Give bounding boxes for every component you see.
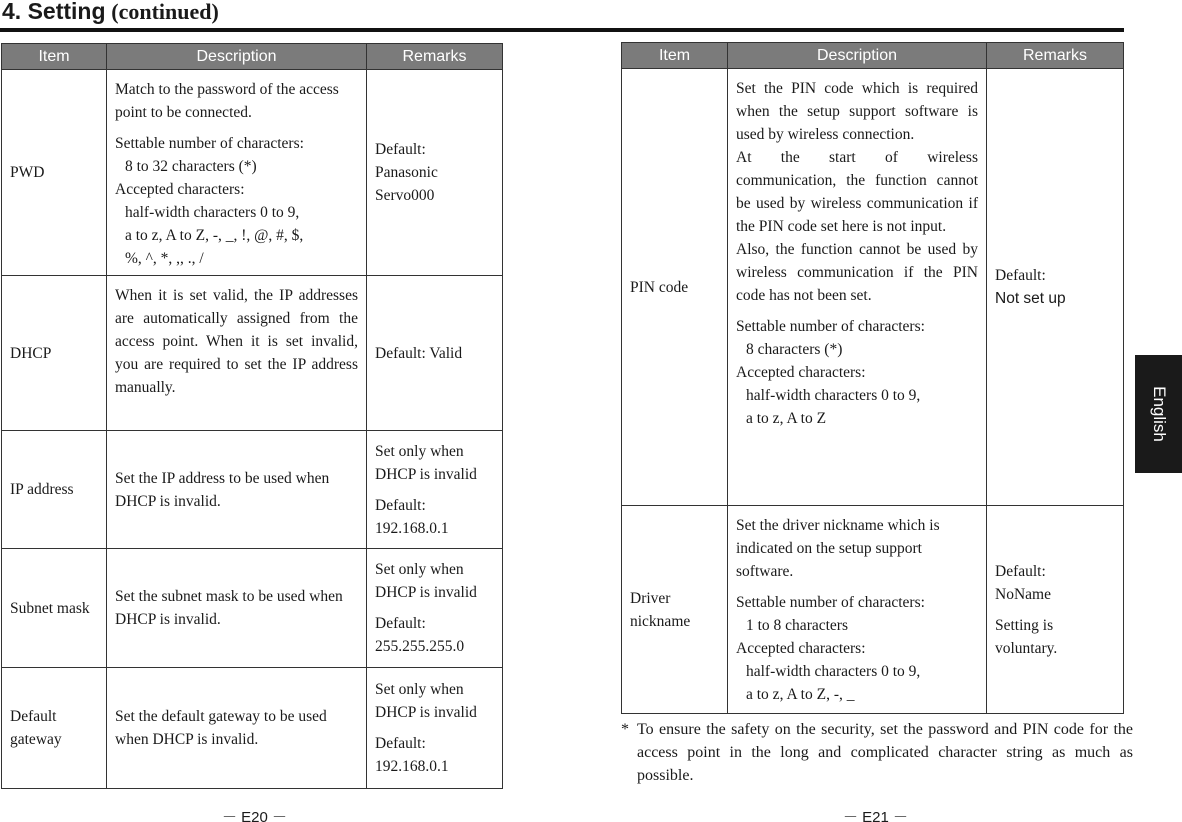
remarks-text: Setting is voluntary.	[995, 616, 1058, 657]
heading-rule	[0, 28, 1124, 32]
description-cell	[107, 431, 367, 549]
description-cell	[107, 549, 367, 668]
description-cell	[728, 69, 987, 506]
description-text: Accepted characters:	[736, 364, 866, 381]
description-text: half-width characters 0 to 9,	[125, 204, 300, 221]
remarks-text: Set only when DHCP is invalid	[375, 561, 477, 601]
remarks-text: Not set up	[995, 290, 1066, 307]
table-row-ip-address	[2, 431, 503, 549]
column-header-remarks: Remarks	[987, 43, 1124, 69]
item-cell: Driver nickname	[622, 506, 728, 714]
remarks-cell	[367, 668, 503, 789]
remarks-text: Default:	[375, 496, 426, 514]
description-text: Accepted characters:	[115, 181, 245, 198]
column-header-remarks: Remarks	[367, 44, 503, 70]
column-header-description: Description	[728, 43, 987, 69]
description-text: 8 characters (*)	[746, 341, 843, 358]
description-text: a to z, A to Z	[746, 410, 827, 427]
description-text: Settable number of characters:	[115, 135, 304, 152]
remarks-text: Default: Valid	[375, 344, 463, 362]
description-text: Set the subnet mask to be used when DHCP is invalid.	[115, 588, 343, 628]
description-text: When it is set valid, the IP addresses are automatically assigned from the access point. When it is set invalid, you are required to set the IP address manually.	[115, 287, 358, 396]
remarks-text: 192.168.0.1	[375, 519, 449, 537]
item-cell: Default gateway	[2, 668, 107, 789]
remarks-text: Set only when DHCP is invalid	[375, 681, 477, 721]
settings-table-right	[621, 42, 1124, 714]
remarks-text: Default:	[375, 615, 426, 632]
description-text: Settable number of characters:	[736, 318, 925, 335]
item-cell: Subnet mask	[2, 549, 107, 668]
table-row-driver-nickname	[622, 506, 1124, 714]
remarks-text: Default:	[375, 735, 426, 752]
remarks-text: Default:	[995, 562, 1046, 580]
remarks-cell	[367, 70, 503, 276]
remarks-text: Servo000	[375, 187, 435, 204]
item-cell: PIN code	[622, 69, 728, 506]
description-text: half-width characters 0 to 9,	[746, 387, 921, 404]
description-text: 8 to 32 characters (*)	[125, 158, 257, 175]
description-cell	[728, 506, 987, 714]
description-text: Set the default gateway to be used when DHCP is invalid.	[115, 708, 327, 748]
remarks-text: Default:	[375, 141, 426, 158]
description-text: Also, the function cannot be used by wireless communication if the PIN code has not been set.	[736, 241, 978, 304]
remarks-text: Default:	[995, 267, 1046, 284]
column-header-item: Item	[2, 44, 107, 70]
section-title: 4. Setting	[2, 0, 106, 24]
item-cell: DHCP	[2, 276, 107, 431]
table-row-subnet-mask	[2, 549, 503, 668]
language-tab-label: English	[1149, 386, 1169, 442]
description-text: Set the PIN code which is required when the setup support software is used by wireless connection.	[736, 80, 978, 143]
table-row-pin-code	[622, 69, 1124, 506]
remarks-text: 192.168.0.1	[375, 758, 449, 775]
description-text: At the start of wireless communication, the function cannot be used by wireless communication if the PIN code set here is not input.	[736, 149, 978, 235]
remarks-cell	[987, 69, 1124, 506]
item-cell: PWD	[2, 70, 107, 276]
remarks-cell	[367, 431, 503, 549]
description-text: Settable number of characters:	[736, 594, 925, 611]
description-text: a to z, A to Z, -, _, !, @, #, $,	[125, 227, 304, 244]
page-number-left: － E20 －	[222, 809, 288, 822]
description-text: Match to the password of the access point to be connected.	[115, 81, 339, 121]
column-header-item: Item	[622, 43, 728, 69]
remarks-cell	[367, 549, 503, 668]
description-cell	[107, 70, 367, 276]
table-row-default-gateway	[2, 668, 503, 789]
remarks-text: Set only when DHCP is invalid	[375, 442, 477, 483]
security-footnote	[621, 718, 1133, 787]
remarks-text: 255.255.255.0	[375, 638, 465, 655]
column-header-description: Description	[107, 44, 367, 70]
description-text: 1 to 8 characters	[746, 617, 848, 634]
description-text: Set the driver nickname which is indicated on the setup support software.	[736, 517, 940, 580]
description-text: Set the IP address to be used when DHCP is invalid.	[115, 469, 330, 510]
description-text: a to z, A to Z, -, _	[746, 686, 855, 703]
description-text: Accepted characters:	[736, 640, 866, 657]
table-row-pwd	[2, 70, 503, 276]
description-text: half-width characters 0 to 9,	[746, 663, 921, 680]
remarks-text: NoName	[995, 585, 1051, 603]
table-row-dhcp	[2, 276, 503, 431]
footnote-mark: *	[621, 721, 629, 738]
section-heading	[2, 0, 219, 27]
settings-table-left	[1, 43, 503, 789]
item-cell: IP address	[2, 431, 107, 549]
description-cell	[107, 276, 367, 431]
language-tab	[1135, 355, 1182, 473]
page-number-right: － E21 －	[843, 809, 909, 822]
remarks-cell	[367, 276, 503, 431]
footnote-text: To ensure the safety on the security, set the password and PIN code for the access point in the long and complicated character string as much as possible.	[637, 721, 1133, 784]
remarks-text: Panasonic	[375, 164, 438, 181]
remarks-cell	[987, 506, 1124, 714]
description-cell	[107, 668, 367, 789]
description-text: %, ^, *, ,, ., /	[125, 250, 204, 267]
section-continued-label: (continued)	[111, 0, 219, 24]
